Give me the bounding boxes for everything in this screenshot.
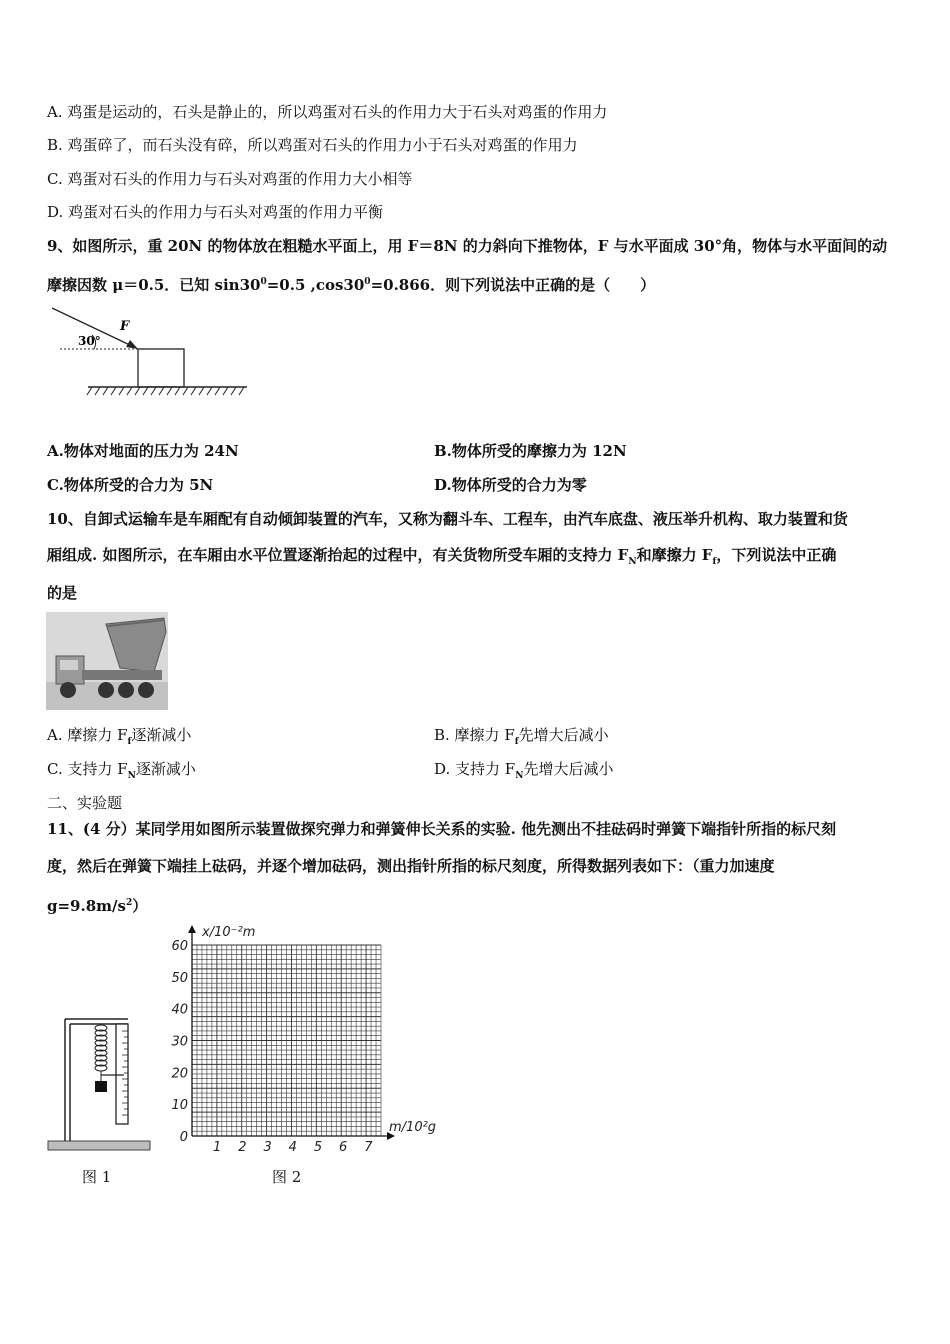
x-tick-label: 2 (238, 1140, 247, 1155)
q11-stem-line2: 度，然后在弹簧下端挂上砝码，并逐个增加砝码，测出指针所指的标尺刻度，所得数据列表如下：（重力加速度 (47, 857, 775, 875)
q10-stem-line3: 的是 (47, 584, 78, 602)
figure-1-caption: 图 1 (82, 1168, 112, 1186)
q10-option-d: D. 支持力 $F_N$先增大后减小 (434, 760, 614, 781)
figure-2-caption: 图 2 (272, 1168, 302, 1186)
x-tick-label: 4 (288, 1140, 297, 1155)
q8-option-b: B. 鸡蛋碎了，而石头没有碎，所以鸡蛋对石头的作用力小于石头对鸡蛋的作用力 (47, 136, 578, 154)
y-tick-label: 20 (171, 1066, 188, 1082)
y-axis-label: x/10⁻²m (202, 925, 256, 940)
q10-option-b: B. 摩擦力 $F_f$先增大后减小 (434, 726, 609, 747)
y-tick-label: 10 (171, 1098, 188, 1114)
y-tick-label: 0 (179, 1130, 188, 1145)
q9-option-d: D.物体所受的合力为零 (434, 476, 587, 494)
y-tick-label: 40 (171, 1002, 188, 1018)
y-axis-arrow (188, 925, 196, 933)
x-tick-label: 7 (364, 1140, 373, 1155)
x-tick-label: 3 (263, 1140, 272, 1155)
y-tick-label: 60 (171, 939, 188, 954)
spring-apparatus-diagram (44, 1015, 154, 1155)
q9-force-label: F (120, 319, 130, 334)
section-heading-experiments: 二、实验题 (47, 794, 123, 812)
x-tick-label: 6 (339, 1140, 348, 1155)
dump-truck-photo (46, 612, 168, 710)
q10-option-c: C. 支持力 $F_N$逐渐减小 (47, 760, 196, 781)
x-tick-label: 1 (213, 1140, 222, 1155)
q11-stem-line1: 11、(4 分）某同学用如图所示装置做探究弹力和弹簧伸长关系的实验. 他先测出不挂砝码时弹簧下端指针所指的标尺刻 (47, 820, 837, 838)
x-axis-label: m/10²g (389, 1120, 437, 1135)
y-tick-label: 50 (171, 970, 188, 986)
y-tick-label: 30 (171, 1034, 188, 1050)
q10-option-a: A. 摩擦力 $F_f$逐渐减小 (47, 726, 192, 747)
q9-stem-line1: 9、如图所示，重 20N 的物体放在粗糙水平面上，用 F＝8N 的力斜向下推物体，F 与水平面成 30°角，物体与水平面间的动 (47, 237, 888, 255)
q9-force-diagram (52, 305, 252, 400)
q8-option-c: C. 鸡蛋对石头的作用力与石头对鸡蛋的作用力大小相等 (47, 170, 413, 188)
q9-option-a: A.物体对地面的压力为 24N (47, 442, 239, 460)
q9-stem-line2: 摩擦因数 μ＝0.5．已知 $\sin 30^0=0.5$ $,\cos 30^0=0.866$．则下列说法中正确的是（ ） (47, 276, 656, 294)
q9-option-b: B.物体所受的摩擦力为 12N (434, 442, 627, 460)
q8-option-d: D. 鸡蛋对石头的作用力与石头对鸡蛋的作用力平衡 (47, 203, 384, 221)
q9-option-c: C.物体所受的合力为 5N (47, 476, 214, 494)
x-tick-label: 5 (313, 1140, 323, 1155)
q10-stem-line1: 10、自卸式运输车是车厢配有自动倾卸装置的汽车，又称为翻斗车、工程车，由汽车底盘、液压举升机构、取力装置和货 (47, 510, 848, 528)
q8-option-a: A. 鸡蛋是运动的，石头是静止的，所以鸡蛋对石头的作用力大于石头对鸡蛋的作用力 (47, 103, 608, 121)
spring-data-grid-chart (164, 920, 446, 1160)
q11-stem-line3: $g=9.8m/s^2$） (47, 897, 148, 915)
q10-stem-line2: 厢组成. 如图所示，在车厢由水平位置逐渐抬起的过程中，有关货物所受车厢的支持力 $F_N$和摩擦力 $F_f$，下列说法中正确 (47, 546, 837, 567)
q9-angle-label: 30° (78, 334, 101, 348)
